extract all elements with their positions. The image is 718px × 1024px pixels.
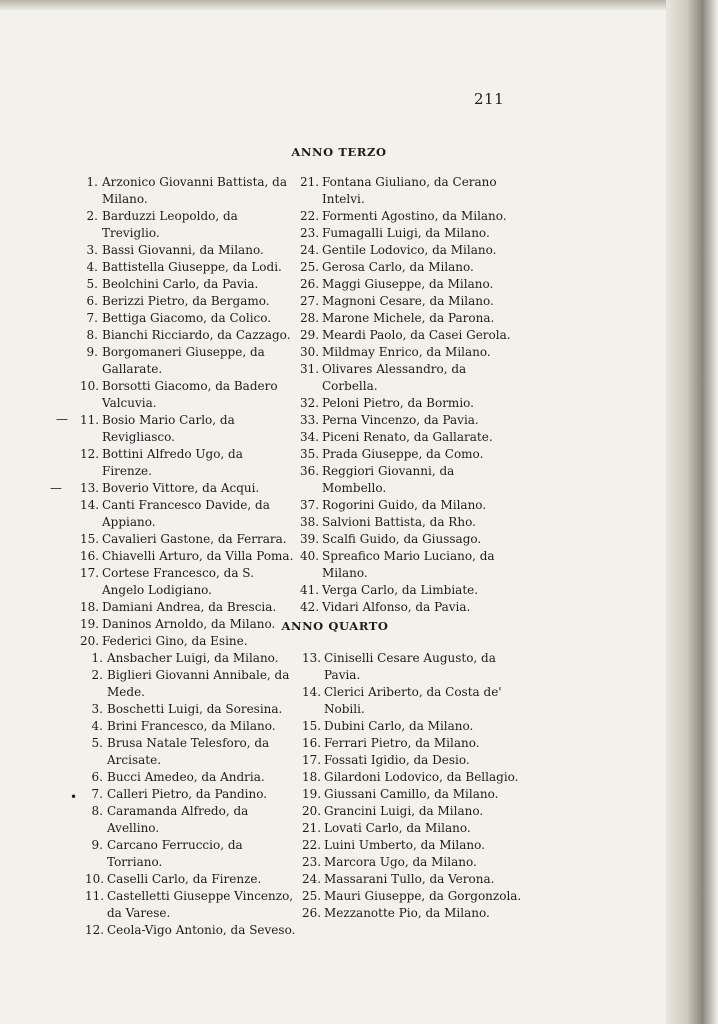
list-item-text: Massarani Tullo, da Verona. bbox=[324, 872, 495, 886]
list-item bbox=[300, 293, 518, 310]
margin-dash-mark: — bbox=[56, 412, 68, 426]
list-item-text: Salvioni Battista, da Rho. bbox=[322, 515, 476, 529]
list-item bbox=[300, 412, 518, 429]
list-item bbox=[80, 327, 294, 344]
anno-quarto-right-column bbox=[302, 650, 532, 922]
list-item-number: 18. bbox=[302, 770, 322, 784]
list-item bbox=[302, 803, 532, 820]
list-item-text: Biglieri Giovanni Annibale, da Mede. bbox=[107, 668, 290, 699]
list-item bbox=[80, 259, 294, 276]
list-item-text: Piceni Renato, da Gallarate. bbox=[322, 430, 493, 444]
list-item-text: Fumagalli Luigi, da Milano. bbox=[322, 226, 490, 240]
list-item bbox=[302, 837, 532, 854]
list-item bbox=[302, 718, 532, 735]
list-item-number: 24. bbox=[300, 243, 320, 257]
list-item-number: 36. bbox=[300, 464, 320, 478]
list-item-text: Meardi Paolo, da Casei Gerola. bbox=[322, 328, 511, 342]
list-item-number: 29. bbox=[300, 328, 320, 342]
list-item-number: 22. bbox=[302, 838, 322, 852]
list-item bbox=[300, 276, 518, 293]
list-item bbox=[80, 344, 294, 378]
list-item-number: 1. bbox=[86, 175, 98, 189]
list-item bbox=[300, 225, 518, 242]
list-item-number: 26. bbox=[302, 906, 322, 920]
list-item-number: 22. bbox=[300, 209, 320, 223]
list-item-text: Arzonico Giovanni Battista, da Milano. bbox=[102, 175, 288, 206]
list-item-number: 35. bbox=[300, 447, 320, 461]
list-item-text: Caramanda Alfredo, da Avellino. bbox=[107, 804, 249, 835]
list-item-number: 17. bbox=[80, 566, 100, 580]
list-item-text: Clerici Ariberto, da Costa de' Nobili. bbox=[324, 685, 502, 716]
list-item-number: 13. bbox=[302, 651, 322, 665]
list-item bbox=[85, 871, 297, 888]
list-item bbox=[80, 412, 294, 446]
list-item-text: Prada Giuseppe, da Como. bbox=[322, 447, 484, 461]
list-item bbox=[85, 922, 297, 939]
list-item-text: Borgomaneri Giuseppe, da Gallarate. bbox=[102, 345, 265, 376]
list-item-number: 4. bbox=[91, 719, 103, 733]
list-item bbox=[300, 514, 518, 531]
list-item-text: Mezzanotte Pio, da Milano. bbox=[324, 906, 490, 920]
list-item bbox=[80, 276, 294, 293]
list-item-number: 33. bbox=[300, 413, 320, 427]
list-item-number: 3. bbox=[86, 243, 98, 257]
section-title-anno-terzo: ANNO TERZO bbox=[291, 145, 387, 159]
list-item-number: 2. bbox=[86, 209, 98, 223]
list-item-number: 3. bbox=[91, 702, 103, 716]
list-item-text: Fontana Giuliano, da Cerano Intelvi. bbox=[322, 175, 497, 206]
list-item bbox=[300, 429, 518, 446]
list-item-number: 27. bbox=[300, 294, 320, 308]
list-item bbox=[300, 174, 518, 208]
list-item-number: 8. bbox=[86, 328, 98, 342]
list-item bbox=[302, 888, 532, 905]
list-item bbox=[80, 599, 294, 616]
list-item bbox=[302, 786, 532, 803]
list-item bbox=[80, 548, 294, 565]
list-item-number: 23. bbox=[302, 855, 322, 869]
list-item-text: Scalfi Guido, da Giussago. bbox=[322, 532, 482, 546]
list-item-number: 17. bbox=[302, 753, 322, 767]
list-item bbox=[80, 480, 294, 497]
list-item bbox=[300, 548, 518, 582]
list-item bbox=[85, 667, 297, 701]
list-item-text: Marcora Ugo, da Milano. bbox=[324, 855, 477, 869]
list-item-number: 9. bbox=[91, 838, 103, 852]
list-item-text: Federici Gino, da Esine. bbox=[102, 634, 248, 648]
list-item-number: 15. bbox=[80, 532, 100, 546]
list-item bbox=[300, 259, 518, 276]
list-item-number: 42. bbox=[300, 600, 320, 614]
list-item bbox=[85, 650, 297, 667]
list-item-text: Bettiga Giacomo, da Colico. bbox=[102, 311, 272, 325]
list-item-text: Barduzzi Leopoldo, da Treviglio. bbox=[102, 209, 238, 240]
list-item bbox=[300, 531, 518, 548]
list-item-text: Bianchi Ricciardo, da Cazzago. bbox=[102, 328, 291, 342]
list-item-text: Boschetti Luigi, da Soresina. bbox=[107, 702, 283, 716]
list-item-text: Perna Vincenzo, da Pavia. bbox=[322, 413, 479, 427]
list-item bbox=[80, 174, 294, 208]
list-item-number: 4. bbox=[86, 260, 98, 274]
list-item-number: 12. bbox=[80, 447, 100, 461]
list-item-number: 20. bbox=[302, 804, 322, 818]
list-item bbox=[85, 735, 297, 769]
list-item-text: Carcano Ferruccio, da Torriano. bbox=[107, 838, 243, 869]
list-item-text: Ansbacher Luigi, da Milano. bbox=[107, 651, 279, 665]
list-item-number: 14. bbox=[80, 498, 100, 512]
list-item bbox=[300, 208, 518, 225]
list-item-number: 6. bbox=[91, 770, 103, 784]
list-item bbox=[300, 395, 518, 412]
list-item-text: Cavalieri Gastone, da Ferrara. bbox=[102, 532, 287, 546]
list-item bbox=[85, 888, 297, 922]
list-item-number: 10. bbox=[85, 872, 105, 886]
list-item bbox=[302, 650, 532, 684]
list-item-text: Formenti Agostino, da Milano. bbox=[322, 209, 507, 223]
list-item-text: Bucci Amedeo, da Andria. bbox=[107, 770, 265, 784]
list-item-text: Brini Francesco, da Milano. bbox=[107, 719, 276, 733]
list-item-text: Maggi Giuseppe, da Milano. bbox=[322, 277, 494, 291]
list-item-text: Spreafico Mario Luciano, da Milano. bbox=[322, 549, 495, 580]
list-item-text: Cortese Francesco, da S. Angelo Lodigiano. bbox=[102, 566, 254, 597]
section-title-anno-quarto: ANNO QUARTO bbox=[281, 619, 389, 633]
list-item-text: Verga Carlo, da Limbiate. bbox=[322, 583, 479, 597]
list-item-text: Luini Umberto, da Milano. bbox=[324, 838, 485, 852]
list-item-number: 41. bbox=[300, 583, 320, 597]
list-item-text: Caselli Carlo, da Firenze. bbox=[107, 872, 262, 886]
list-item-number: 38. bbox=[300, 515, 320, 529]
list-item bbox=[85, 718, 297, 735]
list-item-text: Chiavelli Arturo, da Villa Poma. bbox=[102, 549, 294, 563]
margin-dot-mark: • bbox=[70, 790, 78, 804]
list-item-text: Ferrari Pietro, da Milano. bbox=[324, 736, 480, 750]
list-item bbox=[302, 854, 532, 871]
list-item-number: 5. bbox=[86, 277, 98, 291]
anno-terzo-left-column bbox=[80, 174, 294, 650]
list-item-number: 37. bbox=[300, 498, 320, 512]
list-item bbox=[300, 310, 518, 327]
list-item-number: 39. bbox=[300, 532, 320, 546]
list-item bbox=[80, 208, 294, 242]
anno-quarto-left-column bbox=[85, 650, 297, 939]
list-item-number: 16. bbox=[80, 549, 100, 563]
list-item-number: 14. bbox=[302, 685, 322, 699]
list-item-text: Magnoni Cesare, da Milano. bbox=[322, 294, 494, 308]
list-item-number: 31. bbox=[300, 362, 320, 376]
list-item-text: Brusa Natale Telesforo, da Arcisate. bbox=[107, 736, 270, 767]
list-item-number: 15. bbox=[302, 719, 322, 733]
list-item-text: Damiani Andrea, da Brescia. bbox=[102, 600, 277, 614]
list-item-text: Ceola-Vigo Antonio, da Seveso. bbox=[107, 923, 296, 937]
list-item-number: 23. bbox=[300, 226, 320, 240]
list-item-number: 8. bbox=[91, 804, 103, 818]
list-item-text: Gilardoni Lodovico, da Bellagio. bbox=[324, 770, 519, 784]
list-item bbox=[80, 446, 294, 480]
list-item bbox=[300, 463, 518, 497]
list-item-number: 1. bbox=[91, 651, 103, 665]
list-item-number: 19. bbox=[80, 617, 100, 631]
list-item-text: Boverio Vittore, da Acqui. bbox=[102, 481, 260, 495]
list-item-text: Calleri Pietro, da Pandino. bbox=[107, 787, 268, 801]
list-item-text: Canti Francesco Davide, da Appiano. bbox=[102, 498, 270, 529]
list-item-text: Rogorini Guido, da Milano. bbox=[322, 498, 487, 512]
list-item-number: 5. bbox=[91, 736, 103, 750]
list-item bbox=[302, 735, 532, 752]
list-item-number: 7. bbox=[91, 787, 103, 801]
list-item bbox=[300, 497, 518, 514]
margin-dash-mark: — bbox=[50, 481, 62, 495]
list-item-text: Mauri Giuseppe, da Gorgonzola. bbox=[324, 889, 522, 903]
list-item-text: Castelletti Giuseppe Vincenzo, da Varese. bbox=[107, 889, 294, 920]
list-item bbox=[302, 752, 532, 769]
list-item-number: 13. bbox=[80, 481, 100, 495]
list-item-number: 21. bbox=[302, 821, 322, 835]
list-item bbox=[85, 786, 297, 803]
list-item bbox=[300, 327, 518, 344]
list-item-number: 18. bbox=[80, 600, 100, 614]
list-item-number: 2. bbox=[91, 668, 103, 682]
list-item bbox=[300, 344, 518, 361]
list-item-text: Battistella Giuseppe, da Lodi. bbox=[102, 260, 282, 274]
list-item-number: 9. bbox=[86, 345, 98, 359]
list-item bbox=[80, 310, 294, 327]
list-item-number: 28. bbox=[300, 311, 320, 325]
list-item-text: Peloni Pietro, da Bormio. bbox=[322, 396, 474, 410]
list-item-text: Fossati Igidio, da Desio. bbox=[324, 753, 470, 767]
list-item-number: 32. bbox=[300, 396, 320, 410]
list-item bbox=[85, 769, 297, 786]
list-item-text: Bosio Mario Carlo, da Revigliasco. bbox=[102, 413, 235, 444]
list-item-text: Gentile Lodovico, da Milano. bbox=[322, 243, 497, 257]
list-item-text: Borsotti Giacomo, da Badero Valcuvia. bbox=[102, 379, 278, 410]
list-item bbox=[85, 837, 297, 871]
list-item-text: Grancini Luigi, da Milano. bbox=[324, 804, 484, 818]
list-item-text: Beolchini Carlo, da Pavia. bbox=[102, 277, 259, 291]
list-item bbox=[80, 242, 294, 259]
list-item bbox=[302, 684, 532, 718]
page-top-edge bbox=[0, 0, 670, 10]
list-item-text: Bottini Alfredo Ugo, da Firenze. bbox=[102, 447, 243, 478]
list-item-text: Dubini Carlo, da Milano. bbox=[324, 719, 474, 733]
list-item bbox=[80, 565, 294, 599]
list-item bbox=[300, 242, 518, 259]
list-item bbox=[80, 293, 294, 310]
anno-terzo-right-column bbox=[300, 174, 518, 616]
list-item bbox=[300, 446, 518, 463]
list-item-text: Gerosa Carlo, da Milano. bbox=[322, 260, 474, 274]
list-item bbox=[300, 582, 518, 599]
list-item-number: 24. bbox=[302, 872, 322, 886]
list-item bbox=[80, 633, 294, 650]
list-item bbox=[80, 531, 294, 548]
list-item bbox=[302, 905, 532, 922]
list-item-text: Lovati Carlo, da Milano. bbox=[324, 821, 471, 835]
list-item-number: 12. bbox=[85, 923, 105, 937]
list-item bbox=[300, 599, 518, 616]
list-item bbox=[302, 871, 532, 888]
list-item-number: 16. bbox=[302, 736, 322, 750]
list-item-number: 6. bbox=[86, 294, 98, 308]
list-item-text: Marone Michele, da Parona. bbox=[322, 311, 495, 325]
list-item-number: 25. bbox=[300, 260, 320, 274]
list-item-number: 21. bbox=[300, 175, 320, 189]
list-item-number: 10. bbox=[80, 379, 100, 393]
list-item-number: 20. bbox=[80, 634, 100, 648]
list-item bbox=[300, 361, 518, 395]
list-item bbox=[80, 497, 294, 531]
list-item-text: Olivares Alessandro, da Corbella. bbox=[322, 362, 467, 393]
list-item-number: 34. bbox=[300, 430, 320, 444]
list-item bbox=[302, 769, 532, 786]
list-item-number: 7. bbox=[86, 311, 98, 325]
list-item-number: 26. bbox=[300, 277, 320, 291]
list-item-number: 19. bbox=[302, 787, 322, 801]
list-item-number: 25. bbox=[302, 889, 322, 903]
list-item-text: Vidari Alfonso, da Pavia. bbox=[322, 600, 471, 614]
list-item-number: 11. bbox=[85, 889, 105, 903]
list-item-text: Daninos Arnoldo, da Milano. bbox=[102, 617, 276, 631]
list-item-text: Bassi Giovanni, da Milano. bbox=[102, 243, 264, 257]
list-item bbox=[85, 803, 297, 837]
list-item bbox=[302, 820, 532, 837]
list-item-text: Berizzi Pietro, da Bergamo. bbox=[102, 294, 270, 308]
list-item bbox=[85, 701, 297, 718]
list-item bbox=[80, 378, 294, 412]
page-number: 211 bbox=[474, 90, 505, 108]
list-item-text: Giussani Camillo, da Milano. bbox=[324, 787, 499, 801]
list-item-text: Ciniselli Cesare Augusto, da Pavia. bbox=[324, 651, 496, 682]
list-item-text: Mildmay Enrico, da Milano. bbox=[322, 345, 491, 359]
list-item-text: Reggiori Giovanni, da Mombello. bbox=[322, 464, 455, 495]
list-item-number: 40. bbox=[300, 549, 320, 563]
list-item-number: 11. bbox=[80, 413, 100, 427]
list-item-number: 30. bbox=[300, 345, 320, 359]
